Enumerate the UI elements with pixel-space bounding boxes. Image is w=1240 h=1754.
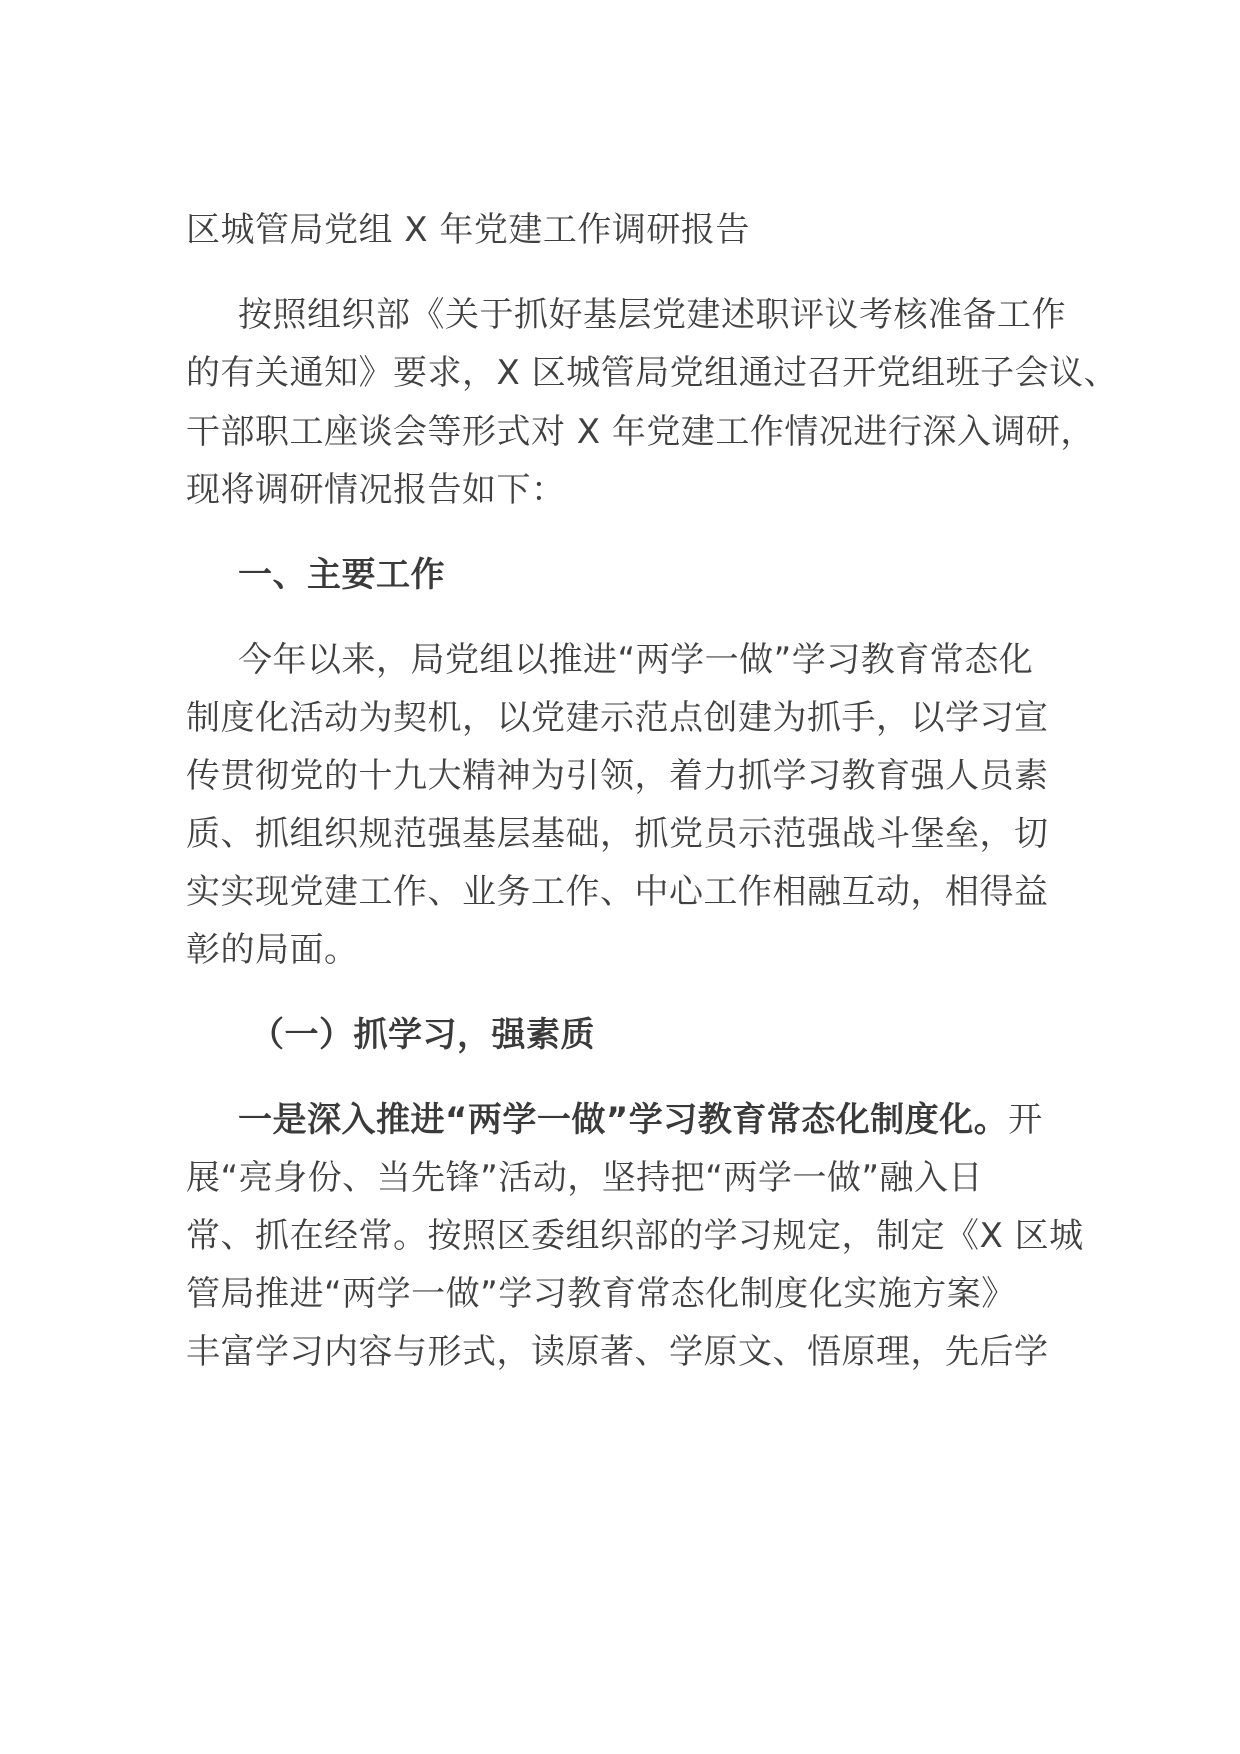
intro-line-4: 现将调研情况报告如下： [186,470,566,510]
point-1-line-3: 常、抓在经常。按照区委组织部的学习规定，制定《X 区城 [186,1216,1084,1256]
paragraph-line-2: 制度化活动为契机，以党建示范点创建为抓手，以学习宣 [186,698,1049,738]
point-1-line-2: 展“亮身份、当先锋”活动，坚持把“两学一做”融入日 [186,1158,983,1198]
intro-line-2: 的有关通知》要求，X 区城管局党组通过召开党组班子会议、 [186,353,1119,393]
point-1-lead-tail: 开 [1008,1100,1043,1140]
intro-line-3: 干部职工座谈会等形式对 X 年党建工作情况进行深入调研， [186,412,1095,452]
paragraph-line-1: 今年以来，局党组以推进“两学一做”学习教育常态化 [238,640,1034,680]
paragraph-line-3: 传贯彻党的十九大精神为引领，着力抓学习教育强人员素 [186,756,1049,796]
paragraph-line-5: 实实现党建工作、业务工作、中心工作相融互动，相得益 [186,872,1049,912]
paragraph-line-6: 彰的局面。 [186,930,359,970]
point-1-bold-lead: 一是深入推进“两学一做”学习教育常态化制度化。 [238,1100,1009,1140]
paragraph-line-4: 质、抓组织规范强基层基础，抓党员示范强战斗堡垒，切 [186,814,1049,854]
section-heading-main-work: 一、主要工作 [238,555,445,595]
subsection-heading-study: （一）抓学习，强素质 [250,1015,595,1055]
intro-line-1: 按照组织部《关于抓好基层党建述职评议考核准备工作 [238,295,1066,335]
point-1-lead-line [238,1100,1043,1140]
document-title: 区城管局党组 X 年党建工作调研报告 [186,210,750,250]
point-1-line-4: 管局推进“两学一做”学习教育常态化制度化实施方案》 [186,1274,1016,1314]
point-1-line-5: 丰富学习内容与形式，读原著、学原文、悟原理，先后学 [186,1332,1049,1372]
